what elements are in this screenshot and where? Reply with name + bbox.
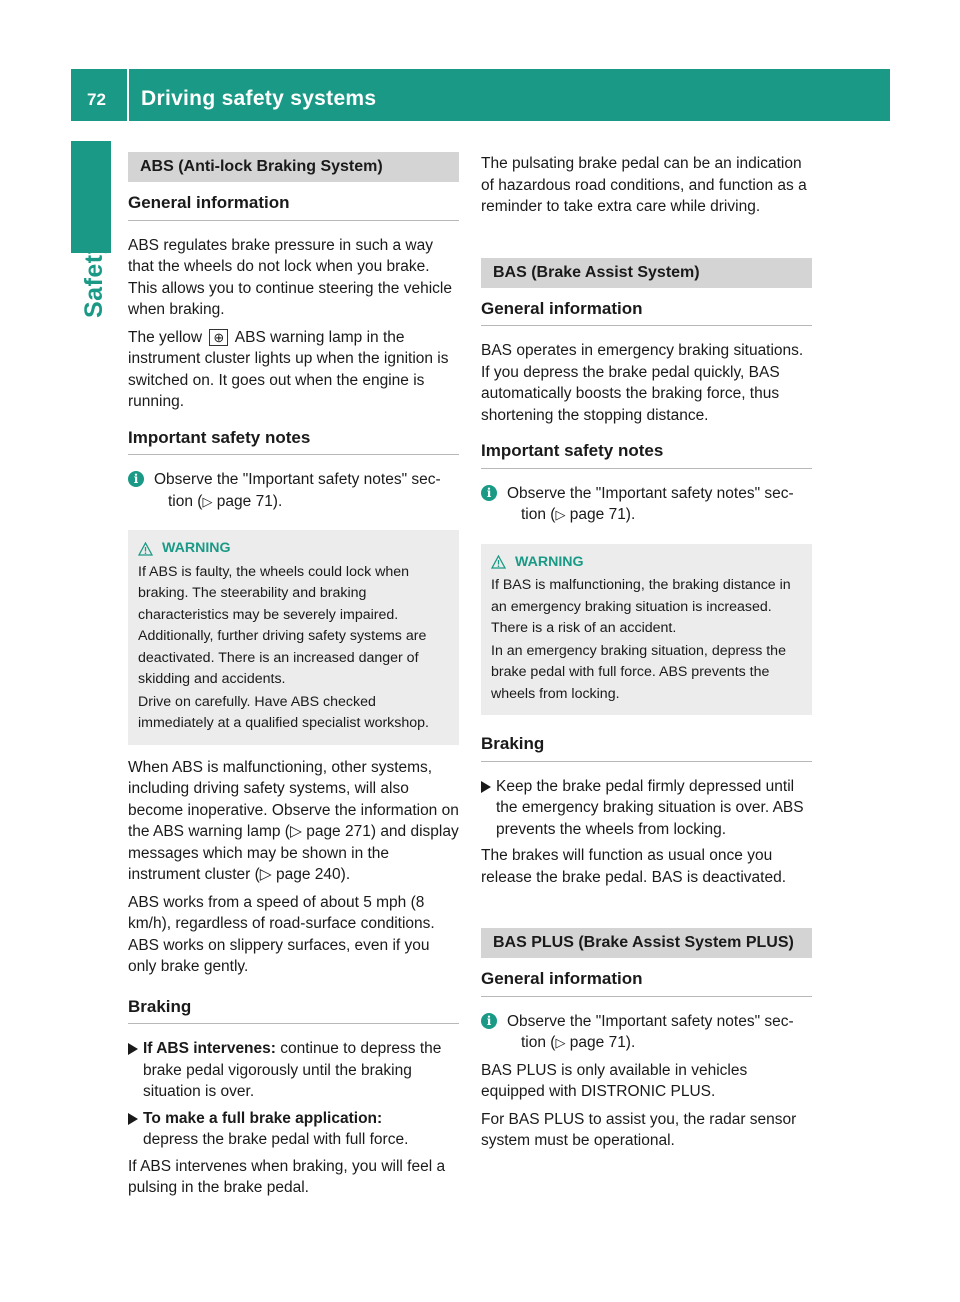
pulse-indication-paragraph: The pulsating brake pedal can be an indication of hazardous road conditions, and function as a reminder to take extra care while driving. <box>481 155 807 215</box>
info-note-tion: tion ( <box>521 506 556 523</box>
warning-box <box>481 544 812 716</box>
chapter-title: Driving safety systems <box>141 87 377 110</box>
side-tab-label: Safety <box>80 239 108 318</box>
warning-text-1: If BAS is malfunctioning, the braking distance in an emergency braking situation is increased. There is a risk of an accident. <box>491 577 791 636</box>
step-arrow-icon <box>128 1043 138 1055</box>
bas-plus-availability: BAS PLUS is only available in vehicles equipped with DISTRONIC PLUS. <box>481 1061 748 1100</box>
subheading-important-safety: Important safety notes <box>128 427 459 456</box>
section-heading-bas-plus: BAS PLUS (Brake Assist System PLUS) <box>481 928 812 958</box>
warning-triangle-icon <box>138 542 153 556</box>
subheading-braking: Braking <box>128 996 459 1025</box>
abs-description: ABS regulates brake pressure in such a way that the wheels do not lock when you brake. This allows you to continue steering the vehicle when braking. <box>128 236 452 318</box>
warning-header <box>491 552 802 574</box>
section-heading-abs: ABS (Anti-lock Braking System) <box>128 152 459 182</box>
page-ref-link[interactable]: page 71). <box>216 492 283 510</box>
step-arrow-icon <box>481 781 491 793</box>
warning-header <box>138 538 449 560</box>
instruction-step <box>128 1108 459 1151</box>
bas-description: BAS operates in emergency braking situations. If you depress the brake pedal quickly, BAS automatically boosts the braking force, thus shortening the stopping distance. <box>481 342 804 424</box>
info-icon: i <box>481 1013 497 1029</box>
section-heading-bas: BAS (Brake Assist System) <box>481 258 812 288</box>
warning-box <box>128 530 459 745</box>
abs-lamp-paragraph <box>128 327 459 413</box>
instruction-step <box>481 776 812 841</box>
page-ref-icon: ▷ <box>202 493 213 509</box>
info-note-line2 <box>507 1032 812 1054</box>
info-note-line1: Observe the "Important safety notes" sec- <box>507 484 794 502</box>
abs-pulse-paragraph: If ABS intervenes when braking, you will feel a pulsing in the brake pedal. <box>128 1157 446 1196</box>
subheading-general-info: General information <box>128 192 459 221</box>
page-header <box>71 69 890 121</box>
page-ref-icon: ▷ <box>555 1035 566 1050</box>
subheading-general-info: General information <box>481 968 812 997</box>
step-bold-label: If ABS intervenes: <box>143 1040 276 1057</box>
abs-lamp-text-a: The yellow <box>128 328 203 346</box>
instruction-step <box>128 1038 459 1103</box>
right-column <box>481 153 812 1158</box>
info-note-tion: tion ( <box>521 1034 556 1051</box>
bas-plus-radar: For BAS PLUS to assist you, the radar sensor system must be operational. <box>481 1110 797 1149</box>
spacer <box>481 894 812 928</box>
header-divider <box>127 69 129 121</box>
page-ref-link[interactable]: page 71). <box>569 1034 636 1051</box>
left-column <box>128 152 459 1205</box>
step-text: continue to depress the brake pedal vigorously until the braking situation is over. <box>143 1040 442 1100</box>
step-arrow-icon <box>128 1113 138 1125</box>
subheading-general-info: General information <box>481 298 812 327</box>
info-note-line2 <box>154 491 459 513</box>
abs-malfunction-paragraph: When ABS is malfunctioning, other systems, including driving safety systems, will also become inoperative. Observe the information on the ABS warning lamp (▷ page 271) and display messages which may be shown in the instrument cluster (▷ page 240). <box>128 758 459 883</box>
step-bold-label: To make a full brake application: <box>143 1109 383 1127</box>
subheading-braking: Braking <box>481 733 812 762</box>
info-note-tion: tion ( <box>168 492 203 510</box>
side-tab-block <box>71 141 111 253</box>
abs-lamp-icon: ⊕ <box>209 329 228 346</box>
subheading-important-safety: Important safety notes <box>481 440 812 469</box>
step-text: depress the brake pedal with full force. <box>143 1131 409 1148</box>
warning-text-2: Drive on carefully. Have ABS checked immediately at a qualified specialist workshop. <box>138 693 429 731</box>
warning-triangle-icon <box>491 555 506 569</box>
info-note-line1: Observe the "Important safety notes" sec- <box>154 471 441 488</box>
abs-lamp-text-b: ABS warning lamp in the instrument cluster lights up when the ignition is switched on. It goes out when the engine is running. <box>128 328 449 410</box>
info-note-line2 <box>507 504 812 526</box>
warning-title: WARNING <box>515 553 584 570</box>
warning-text-2: In an emergency braking situation, depress the brake pedal with full force. ABS prevents the wheels from locking. <box>491 642 786 702</box>
page-number: 72 <box>87 90 106 109</box>
step-text: Keep the brake pedal firmly depressed until the emergency braking situation is over. ABS prevents the wheels from locking. <box>496 777 804 838</box>
warning-title: WARNING <box>162 540 231 556</box>
page-ref-icon: ▷ <box>555 507 566 522</box>
info-note <box>481 1011 812 1054</box>
abs-speed-paragraph: ABS works from a speed of about 5 mph (8 km/h), regardless of road-surface conditions. ABS works on slippery surfaces, even if you only brake gently. <box>128 893 435 975</box>
spacer <box>481 224 812 258</box>
bas-deactivated-paragraph: The brakes will function as usual once you release the brake pedal. BAS is deactivated. <box>481 847 787 886</box>
info-icon: i <box>128 471 144 487</box>
info-icon: i <box>481 485 497 501</box>
info-note-line1: Observe the "Important safety notes" sec- <box>507 1012 794 1030</box>
info-note <box>481 483 812 526</box>
warning-text-1: If ABS is faulty, the wheels could lock when braking. The steerability and braking characteristics may be severely impaired. Additionally, further driving safety systems are deactivated. There is an increased danger of skidding and accidents. <box>138 563 427 687</box>
page-ref-link[interactable]: page 71). <box>569 506 636 523</box>
info-note <box>128 469 459 512</box>
